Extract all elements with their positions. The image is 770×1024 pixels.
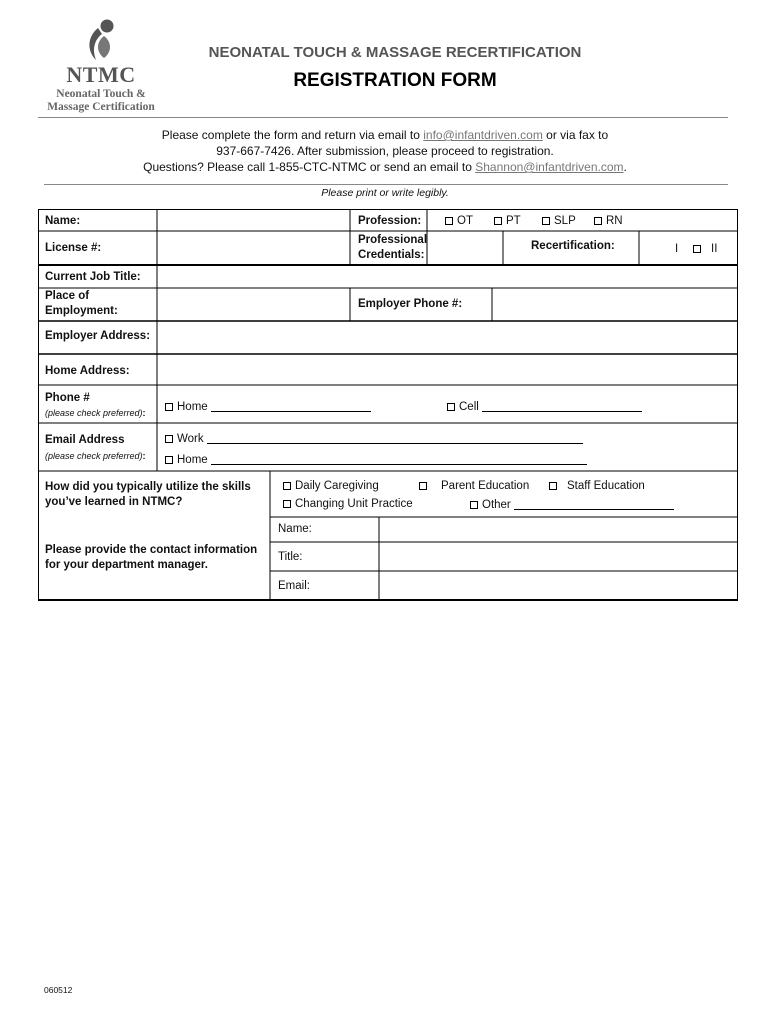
form-code: 060512 <box>44 985 73 995</box>
credentials-field[interactable] <box>429 233 501 264</box>
employer-address-label: Employer Address: <box>45 330 151 342</box>
license-field[interactable] <box>159 233 348 264</box>
employer-address-field[interactable] <box>159 323 736 353</box>
checkbox-icon <box>594 217 602 225</box>
checkbox-icon <box>165 456 173 464</box>
profession-option-ot[interactable] <box>445 214 473 229</box>
skills-other-label: Other <box>482 499 511 511</box>
credentials-label-line2: Credentials: <box>358 249 425 261</box>
logo-acronym: NTMC <box>66 62 136 87</box>
recert-option-ii[interactable] <box>693 242 717 257</box>
header-divider <box>38 117 728 118</box>
email-label: Email Address <box>45 434 125 446</box>
checkbox-icon <box>419 482 427 490</box>
checkbox-icon <box>447 403 455 411</box>
manager-name-field[interactable] <box>381 519 736 541</box>
manager-name-label: Name: <box>278 523 312 535</box>
intro-text: 937-667-7426. After submission, please proceed to registration. <box>216 144 554 158</box>
profession-option-ot-label: OT <box>457 215 473 227</box>
manager-email-field[interactable] <box>381 573 736 599</box>
skills-question-line2: you’ve learned in NTMC? <box>45 496 183 508</box>
skills-daily-caregiving[interactable] <box>283 479 379 494</box>
email-work-label: Work <box>177 433 204 445</box>
name-label: Name: <box>45 215 81 227</box>
checkbox-icon <box>283 500 291 508</box>
skills-parent-label: Parent Education <box>441 480 530 492</box>
skills-staff-education[interactable] <box>549 479 645 494</box>
legibility-note: Please print or write legibly. <box>321 187 449 199</box>
place-label-line1: Place of <box>45 290 90 302</box>
phone-cell-label: Cell <box>459 401 479 413</box>
manager-title-label: Title: <box>278 551 303 563</box>
phone-label: Phone # <box>45 392 90 404</box>
checkbox-icon <box>549 482 557 490</box>
skills-other[interactable] <box>470 497 674 513</box>
manager-prompt <box>45 543 257 573</box>
email-link-info[interactable]: info@infantdriven.com <box>423 128 543 142</box>
checkbox-icon <box>445 217 453 225</box>
recert-option-i-label: I <box>675 243 679 255</box>
employer-phone-label: Employer Phone #: <box>358 298 463 310</box>
phone-home-option[interactable] <box>165 399 371 415</box>
ntmc-logo-icon <box>82 18 122 64</box>
email-work-line[interactable] <box>207 431 583 444</box>
manager-prompt-line1: Please provide the contact information <box>45 544 258 556</box>
checkbox-icon <box>693 245 701 253</box>
skills-unit-label: Changing Unit Practice <box>295 498 413 510</box>
intro-text: . <box>623 160 627 174</box>
phone-hint: (please check preferred): <box>45 408 146 418</box>
job-title-label: Current Job Title: <box>45 271 141 283</box>
skills-other-line[interactable] <box>514 497 674 510</box>
phone-home-line[interactable] <box>211 399 371 412</box>
checkbox-icon <box>542 217 550 225</box>
skills-staff-label: Staff Education <box>567 480 645 492</box>
place-of-employment-field[interactable] <box>159 290 348 320</box>
profession-label: Profession: <box>358 215 422 227</box>
employer-phone-field[interactable] <box>494 290 736 320</box>
profession-option-slp[interactable] <box>542 214 576 229</box>
profession-option-pt[interactable] <box>494 214 521 229</box>
profession-option-slp-label: SLP <box>554 215 576 227</box>
job-title-field[interactable] <box>159 267 736 287</box>
form-subtitle: REGISTRATION FORM <box>293 70 497 91</box>
license-label: License #: <box>45 242 102 254</box>
manager-email-label: Email: <box>278 580 310 592</box>
skills-parent-education[interactable] <box>419 479 529 494</box>
credentials-label <box>358 233 427 263</box>
phone-cell-line[interactable] <box>482 399 642 412</box>
email-home-line[interactable] <box>211 452 587 465</box>
checkbox-icon <box>470 501 478 509</box>
profession-option-rn-label: RN <box>606 215 623 227</box>
checkbox-icon <box>165 403 173 411</box>
phone-home-label: Home <box>177 401 208 413</box>
intro-text: Questions? Please call 1-855-CTC-NTMC or send an email to <box>143 160 476 174</box>
home-address-field[interactable] <box>159 356 736 384</box>
manager-title-field[interactable] <box>381 544 736 570</box>
email-home-option[interactable] <box>165 452 587 468</box>
intro-text: Please complete the form and return via email to <box>161 128 424 142</box>
skills-changing-unit-practice[interactable] <box>283 497 413 512</box>
credentials-label-line1: Professional <box>358 234 428 246</box>
phone-hint-text: (please check preferred) <box>45 408 143 418</box>
recertification-label: Recertification: <box>531 240 615 252</box>
email-work-option[interactable] <box>165 431 583 447</box>
intro-text: or via fax to <box>542 128 609 142</box>
logo-subtitle-line1: Neonatal Touch & <box>56 88 146 100</box>
logo-subtitle-line2: Massage Certification <box>47 101 155 113</box>
manager-prompt-line2: for your department manager. <box>45 559 208 571</box>
checkbox-icon <box>165 435 173 443</box>
checkbox-icon <box>494 217 502 225</box>
profession-option-pt-label: PT <box>506 215 521 227</box>
home-address-label: Home Address: <box>45 365 130 377</box>
registration-form <box>38 209 738 602</box>
form-title: NEONATAL TOUCH & MASSAGE RECERTIFICATION <box>208 44 582 61</box>
checkbox-icon <box>283 482 291 490</box>
skills-daily-label: Daily Caregiving <box>295 480 379 492</box>
profession-option-rn[interactable] <box>594 214 623 229</box>
email-hint-text: (please check preferred) <box>45 451 143 461</box>
phone-cell-option[interactable] <box>447 399 642 415</box>
place-label-line2: Employment: <box>45 305 118 317</box>
recert-option-ii-label: II <box>711 243 718 255</box>
intro-divider <box>44 184 728 185</box>
email-home-label: Home <box>177 454 208 466</box>
logo-subtitle <box>36 88 166 114</box>
email-link-shannon[interactable]: Shannon@infantdriven.com <box>475 160 624 174</box>
instructions <box>60 127 710 175</box>
skills-question <box>45 480 251 510</box>
email-hint: (please check preferred): <box>45 451 146 461</box>
place-of-employment-label <box>45 289 118 319</box>
skills-question-line1: How did you typically utilize the skills <box>45 481 251 493</box>
name-field[interactable] <box>159 211 348 230</box>
